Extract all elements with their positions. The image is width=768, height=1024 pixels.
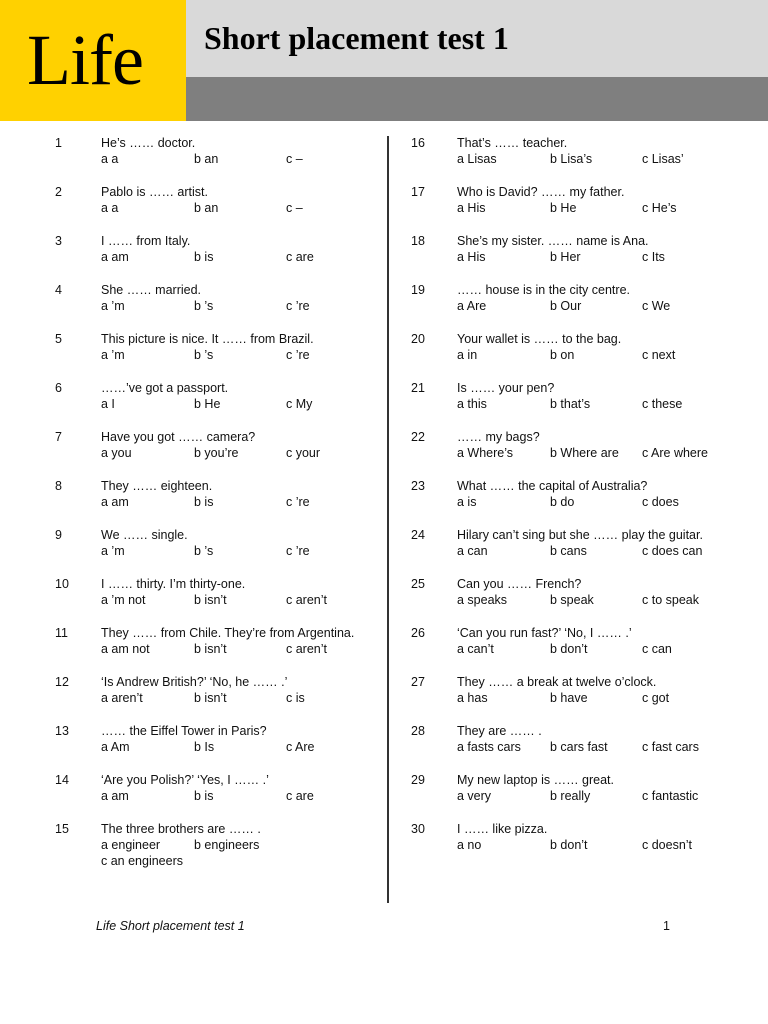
option-b: b is xyxy=(194,250,214,264)
question-number: 28 xyxy=(411,724,425,738)
option-b: b Her xyxy=(550,250,581,264)
question-item xyxy=(411,723,751,772)
question-item xyxy=(55,576,395,625)
question-number: 26 xyxy=(411,626,425,640)
question-text: Can you …… French? xyxy=(457,577,582,591)
question-number: 12 xyxy=(55,675,69,689)
option-b: b on xyxy=(550,348,575,362)
question-number: 30 xyxy=(411,822,425,836)
option-b: b Lisa’s xyxy=(550,152,593,166)
question-text: They …… eighteen. xyxy=(101,479,213,493)
question-text: …… the Eiffel Tower in Paris? xyxy=(101,724,267,738)
option-a: a this xyxy=(457,397,487,411)
question-number: 1 xyxy=(55,136,62,150)
option-a: a a xyxy=(101,201,119,215)
question-number: 10 xyxy=(55,577,69,591)
question-text: That’s …… teacher. xyxy=(457,136,568,150)
question-text: …… my bags? xyxy=(457,430,540,444)
option-b: b an xyxy=(194,152,219,166)
option-a: a is xyxy=(457,495,477,509)
question-text: She’s my sister. …… name is Ana. xyxy=(457,234,649,248)
option-a: a Lisas xyxy=(457,152,497,166)
option-a: a very xyxy=(457,789,492,803)
option-a: a am not xyxy=(101,642,150,656)
question-number: 3 xyxy=(55,234,62,248)
option-b: b ’s xyxy=(194,348,214,362)
option-b: b is xyxy=(194,495,214,509)
question-text: ‘Is Andrew British?’ ‘No, he …… .’ xyxy=(101,675,288,689)
question-number: 22 xyxy=(411,430,425,444)
question-text: I …… from Italy. xyxy=(101,234,191,248)
option-a: a ’m xyxy=(101,299,125,313)
option-c: c are xyxy=(286,250,314,264)
question-item xyxy=(411,625,751,674)
option-b: b isn’t xyxy=(194,642,227,656)
option-c: c fast cars xyxy=(642,740,699,754)
question-item xyxy=(55,772,395,821)
option-b: b Where are xyxy=(550,446,619,460)
question-number: 27 xyxy=(411,675,425,689)
question-item xyxy=(55,821,395,870)
option-b: b isn’t xyxy=(194,691,227,705)
option-c: c your xyxy=(286,446,321,460)
option-b: b Is xyxy=(194,740,215,754)
option-a: a ’m xyxy=(101,544,125,558)
question-item xyxy=(411,821,751,870)
option-a: a ’m not xyxy=(101,593,146,607)
question-text: They …… from Chile. They’re from Argentina. xyxy=(101,626,355,640)
question-number: 23 xyxy=(411,479,425,493)
question-item xyxy=(55,527,395,576)
question-number: 2 xyxy=(55,185,62,199)
option-c: c Its xyxy=(642,250,665,264)
option-c: c Are xyxy=(286,740,315,754)
question-number: 24 xyxy=(411,528,425,542)
question-number: 9 xyxy=(55,528,62,542)
option-c: c an engineers xyxy=(101,854,184,868)
footer-title: Life Short placement test 1 xyxy=(96,919,245,933)
question-item xyxy=(55,723,395,772)
question-text: Pablo is …… artist. xyxy=(101,185,208,199)
option-a: a fasts cars xyxy=(457,740,521,754)
logo-box xyxy=(0,0,186,121)
option-c: c My xyxy=(286,397,313,411)
option-a: a am xyxy=(101,250,129,264)
option-c: c next xyxy=(642,348,676,362)
title-band xyxy=(186,0,768,77)
question-number: 4 xyxy=(55,283,62,297)
question-number: 20 xyxy=(411,332,425,346)
option-b: b don’t xyxy=(550,642,588,656)
logo: Life xyxy=(27,20,143,100)
question-text: The three brothers are …… . xyxy=(101,822,261,836)
option-c: c Are where xyxy=(642,446,709,460)
question-text: Your wallet is …… to the bag. xyxy=(457,332,622,346)
question-number: 8 xyxy=(55,479,62,493)
option-b: b He xyxy=(194,397,221,411)
question-item xyxy=(55,429,395,478)
option-c: c fantastic xyxy=(642,789,699,803)
question-text: We …… single. xyxy=(101,528,188,542)
column-divider xyxy=(387,136,389,903)
option-c: c to speak xyxy=(642,593,699,607)
page-title: Short placement test 1 xyxy=(204,20,509,56)
option-b: b that’s xyxy=(550,397,591,411)
question-item xyxy=(55,380,395,429)
page-number: 1 xyxy=(663,919,670,933)
option-c: c doesn’t xyxy=(642,838,693,852)
option-a: a can xyxy=(457,544,488,558)
question-item xyxy=(411,772,751,821)
option-c: c aren’t xyxy=(286,642,327,656)
option-b: b ’s xyxy=(194,544,214,558)
option-c: c is xyxy=(286,691,305,705)
question-text: ‘Are you Polish?’ ‘Yes, I …… .’ xyxy=(101,773,269,787)
option-b: b is xyxy=(194,789,214,803)
option-a: a His xyxy=(457,201,486,215)
option-b: b cars fast xyxy=(550,740,608,754)
option-a: a has xyxy=(457,691,488,705)
question-item xyxy=(411,331,751,380)
question-text: She …… married. xyxy=(101,283,202,297)
question-text: My new laptop is …… great. xyxy=(457,773,615,787)
question-number: 17 xyxy=(411,185,425,199)
question-number: 19 xyxy=(411,283,425,297)
question-number: 18 xyxy=(411,234,425,248)
option-b: b speak xyxy=(550,593,594,607)
question-number: 5 xyxy=(55,332,62,346)
right-column xyxy=(411,135,751,870)
question-text: …… house is in the city centre. xyxy=(457,283,630,297)
left-column xyxy=(55,135,395,870)
option-b: b do xyxy=(550,495,575,509)
option-c: c are xyxy=(286,789,314,803)
option-a: a in xyxy=(457,348,478,362)
question-number: 7 xyxy=(55,430,62,444)
option-c: c ’re xyxy=(286,495,310,509)
option-b: b don’t xyxy=(550,838,588,852)
question-number: 16 xyxy=(411,136,425,150)
question-text: They …… a break at twelve o’clock. xyxy=(457,675,657,689)
option-a: a aren’t xyxy=(101,691,143,705)
option-c: c can xyxy=(642,642,672,656)
question-text: I …… thirty. I’m thirty-one. xyxy=(101,577,246,591)
grey-band xyxy=(186,77,768,121)
option-a: a Where’s xyxy=(457,446,514,460)
question-text: Have you got …… camera? xyxy=(101,430,256,444)
option-b: b cans xyxy=(550,544,587,558)
option-b: b ’s xyxy=(194,299,214,313)
question-item xyxy=(411,233,751,282)
question-number: 13 xyxy=(55,724,69,738)
option-a: a Am xyxy=(101,740,130,754)
option-c: c ’re xyxy=(286,544,310,558)
option-c: c Lisas’ xyxy=(642,152,684,166)
question-item xyxy=(411,527,751,576)
option-c: c does can xyxy=(642,544,703,558)
option-a: a am xyxy=(101,789,129,803)
option-a: a ’m xyxy=(101,348,125,362)
option-a: a am xyxy=(101,495,129,509)
question-number: 21 xyxy=(411,381,425,395)
question-text: I …… like pizza. xyxy=(457,822,548,836)
question-item xyxy=(55,478,395,527)
question-number: 25 xyxy=(411,577,425,591)
option-c: c does xyxy=(642,495,679,509)
question-text: What …… the capital of Australia? xyxy=(457,479,648,493)
option-a: a I xyxy=(101,397,115,411)
question-text: He’s …… doctor. xyxy=(101,136,196,150)
question-item xyxy=(411,135,751,184)
option-c: c aren’t xyxy=(286,593,327,607)
option-c: c ’re xyxy=(286,348,310,362)
option-a: a Are xyxy=(457,299,487,313)
question-item xyxy=(55,184,395,233)
question-number: 11 xyxy=(55,626,68,640)
option-b: b He xyxy=(550,201,577,215)
option-a: a you xyxy=(101,446,132,460)
question-item xyxy=(411,282,751,331)
option-b: b Our xyxy=(550,299,582,313)
question-item xyxy=(411,674,751,723)
option-c: c – xyxy=(286,201,303,215)
question-item xyxy=(411,429,751,478)
option-c: c We xyxy=(642,299,671,313)
question-number: 14 xyxy=(55,773,69,787)
question-text: Who is David? …… my father. xyxy=(457,185,625,199)
option-a: a no xyxy=(457,838,482,852)
option-c: c got xyxy=(642,691,670,705)
option-b: b you’re xyxy=(194,446,239,460)
question-item xyxy=(55,135,395,184)
option-b: b isn’t xyxy=(194,593,227,607)
option-a: a speaks xyxy=(457,593,508,607)
question-item xyxy=(411,380,751,429)
question-item xyxy=(411,576,751,625)
question-number: 29 xyxy=(411,773,425,787)
question-item xyxy=(55,331,395,380)
question-text: They are …… . xyxy=(457,724,542,738)
option-b: b have xyxy=(550,691,588,705)
question-item xyxy=(411,184,751,233)
question-text: Hilary can’t sing but she …… play the guitar. xyxy=(457,528,703,542)
option-b: b engineers xyxy=(194,838,260,852)
question-number: 6 xyxy=(55,381,62,395)
question-item xyxy=(55,625,395,674)
question-text: This picture is nice. It …… from Brazil. xyxy=(101,332,314,346)
question-text: ‘Can you run fast?’ ‘No, I …… .’ xyxy=(457,626,632,640)
option-c: c ’re xyxy=(286,299,310,313)
option-a: a His xyxy=(457,250,486,264)
question-item xyxy=(55,233,395,282)
option-c: c – xyxy=(286,152,303,166)
question-text: ……’ve got a passport. xyxy=(101,381,229,395)
option-b: b an xyxy=(194,201,219,215)
question-item xyxy=(55,282,395,331)
option-c: c He’s xyxy=(642,201,677,215)
question-number: 15 xyxy=(55,822,69,836)
question-item xyxy=(411,478,751,527)
question-text: Is …… your pen? xyxy=(457,381,555,395)
option-a: a a xyxy=(101,152,119,166)
question-item xyxy=(55,674,395,723)
option-b: b really xyxy=(550,789,591,803)
option-a: a engineer xyxy=(101,838,161,852)
option-a: a can’t xyxy=(457,642,494,656)
option-c: c these xyxy=(642,397,683,411)
